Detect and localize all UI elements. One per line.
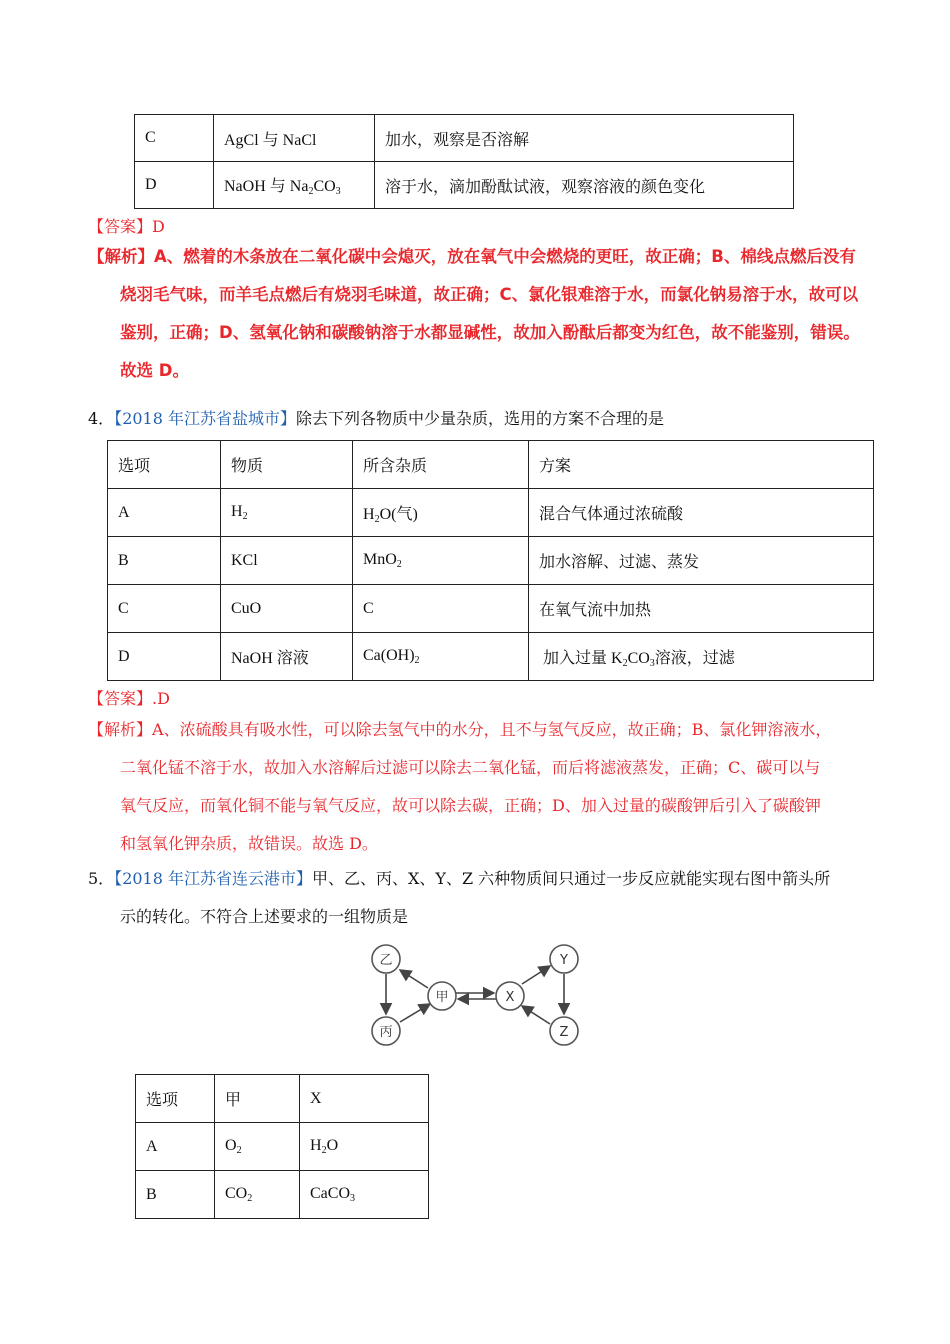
table-row: A $H_2$ $H_2O$(气) 混合气体通过浓硫酸: [108, 489, 874, 537]
table-row: D NaOH 溶液 $Ca(OH)_2$ 加入过量 $K_2CO_3$溶液，过滤: [108, 633, 874, 681]
options-table-5: [135, 1074, 429, 1219]
table-row: C CuO C 在氧气流中加热: [108, 585, 874, 633]
option-cell: C: [135, 115, 214, 162]
explanation-2: 【解析】A、浓硫酸具有吸水性，可以除去氢气中的水分，且不与氢气反应，故正确；B、氯化钾溶液水， 二氧化锰不溶于水，故加入水溶解后过滤可以除去二氧化锰，而后将滤液蒸发，正确；C、碳可以与 氧气反应，而氧化铜不能与氧气反应，故可以除去碳，正确；D、加入过量的碳酸钾后引入了碳酸钾 和氢氧化钾杂质，故错误。故选 D。: [88, 720, 832, 853]
options-table-4: [107, 440, 874, 681]
explanation-label: 【解析】: [88, 720, 153, 739]
options-table-1: [134, 114, 794, 209]
table-row: B $CO_2$ CaCO$_3$: [136, 1171, 429, 1219]
material-cell: NaOH 与 $Na_2CO_3$: [214, 162, 375, 209]
table-row: B KCl MnO$_2$ 加水溶解、过滤、蒸发: [108, 537, 874, 585]
question-5: 5．【2018 年江苏省连云港市】甲、乙、丙、X、Y、Z 六种物质间只通过一步反应就能实现右图中箭头所 示的转化。不符合上述要求的一组物质是: [88, 869, 831, 926]
node-y-label: Y: [560, 953, 568, 968]
method-cell: 溶于水，滴加酚酞试液，观察溶液的颜色变化: [375, 162, 794, 209]
question-source: 【2018 年江苏省盐城市】: [114, 409, 296, 428]
table-row: [135, 162, 794, 209]
answer-2: 【答案】.D: [88, 689, 170, 708]
option-cell: D: [135, 162, 214, 209]
table-header-row: 选项 甲 X: [136, 1075, 429, 1123]
node-yi-label: 乙: [379, 953, 393, 968]
explanation-label: 【解析】: [88, 247, 154, 266]
node-bing-label: 丙: [379, 1025, 393, 1040]
reaction-diagram: [360, 938, 600, 1058]
node-jia-label: 甲: [435, 990, 449, 1005]
table-row: A $O_2$ $H_2O$: [136, 1123, 429, 1171]
question-source: 【2018 年江苏省连云港市】: [114, 869, 312, 888]
question-4: 4．【2018 年江苏省盐城市】除去下列各物质中少量杂质，选用的方案不合理的是: [88, 409, 665, 428]
node-x-label: X: [505, 990, 515, 1005]
explanation-1: 【解析】A、燃着的木条放在二氧化碳中会熄灭，放在氧气中会燃烧的更旺，故正确；B、棉线点燃后没有 烧羽毛气味，而羊毛点燃后有烧羽毛味道，故正确；C、氯化银难溶于水，而氯化钠易溶于水，故可以 鉴别，正确；D、氢氧化钠和碳酸钠溶于水都显碱性，故加入酚酞后都变为红色，故不能鉴别，错误。 故选 D。: [88, 247, 860, 380]
table-row: [135, 115, 794, 162]
table-header-row: 选项 物质 所含杂质 方案: [108, 441, 874, 489]
node-z-label: Z: [559, 1025, 569, 1040]
method-cell: 加水，观察是否溶解: [375, 115, 794, 162]
material-cell: AgCl 与 NaCl: [214, 115, 375, 162]
answer-1: 【答案】D: [88, 217, 165, 236]
